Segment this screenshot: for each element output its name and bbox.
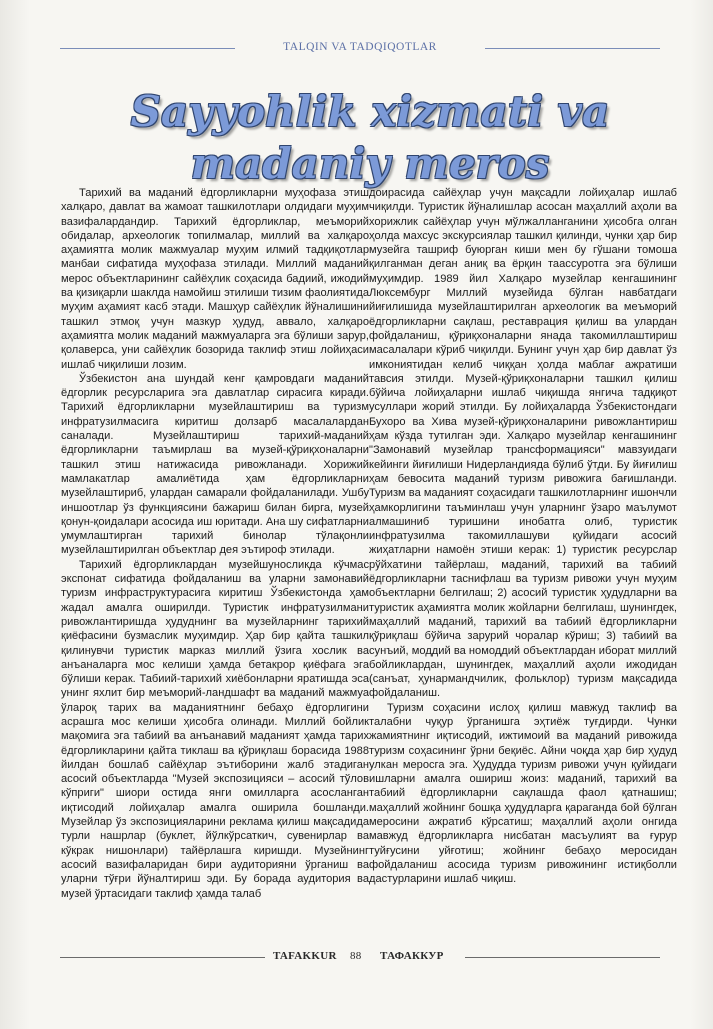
footer-rule-right [465,957,660,958]
paragraph: Туризм соҳасини ислоҳ қилиш мавжуд таклиф ва талабни чуқур ўрганишга эҳтиёж туғдирди. Чунки жамиятнинг иқтисодий, ижтимоий ва маданий ривожида туризм соҳасининг ўрни беқиёс. Айни чоқда ҳар бир ҳудуд улкан меросга эга. Ҳудудда туризм ривожи учун қуйидаги ишларни амалга ошириш жоиз: маданий, тарихий ва табиий ёдгорликларни сақлашда фаол қатнашиш; маҳаллий жойнинг бошқа ҳудудларга қараганда бой бўлган меросини ажратиб кўрсатиш; маҳаллий аҳоли онгида мавжуд ёдгорликларга нисбатан масъулият ва ғурур туйғусини уйғотиш; жойнинг бебаҳо меросидан фойдаланиш асосида туризм ривожининг истиқболли дастурларини ишлаб чиқиш. [369,701,677,886]
text-column-right [369,186,677,938]
page-footer [60,946,660,966]
text-column-left [61,186,369,938]
footer-magazine-name-latin: TAFAKKUR [273,950,337,962]
paragraph-continued: доирасида сайёҳлар учун мақсадли лойиҳалар ишлаб чиқилди. Туристик йўналишлар асосан маҳаллий аҳоли ва хорижлик сайёҳлар учун мўлжалланганини ҳисобга олган ҳолда махсус экскурсиялар ташкил қилинди, чунки ҳар бир музейга ташриф буюрган киши мен бу гўшани томоша қилганман деган аниқ ва ёрқин таассуротга эга бўлиши муҳимдир. 1989 йил Халқаро музейлар кенгашининг Люксембург Миллий музейида бўлган навбатдаги йиғилишида музейлаштирилган археологик ва меъморий ёдгорликларни сақлаш, реставрация қилиш ва улардан фойдаланиш, қўриқхоналарни янада такомиллаштириш масалалари кўриб чиқилди. Бунинг учун ҳар бир давлат ўз имкониятидан келиб чиққан ҳолда маблағ ажратиши тавсия этилди. Музей-қўриқхоналарни ташкил қилиш бўйича лойиҳаларни ишлаб чиқишда янгича тадқиқот усуллари жорий этилди. Бу лойиҳаларда Ўзбекистондаги Бухоро ва Хива музей-қўриқхоналарини ривожлантириш ҳам кўзда тутилган эди. Халқаро музейлар кенгашининг "Замонавий музейлар трансформацияси" мавзуидаги кейинги йиғилиши Нидерландияда бўлиб ўтди. Бу йиғилиш ҳам бевосита маданий туризм ривожига бағишланди. Туризм ва маданият соҳасидаги ташкилотларнинг ишончли ҳамкорлигини таъминлаш учун уларнинг ўзаро маълумот алмашиниб туришини инобатга олиб, туристик инфратузилма такомиллашуви қуйидаги асосий жиҳатларни намоён этиши керак: 1) туристик ресурслар рўйхатини тайёрлаш, маданий, тарихий ва табиий ёдгорликларни таснифлаш ва туризм ривожи учун муҳим объектларни белгилаш; 2) асосий туристик ҳудудларни ва туристик аҳамиятга молик жойларни белгилаш, шунингдек, маҳаллий маданий, тарихий ва табиий ёдгорликларни қўриқлаш бўйича зарурий чоралар кўриш; 3) табиий ва сунъий, моддий ва номоддий объектлардан иборат миллий бойликлардан, шунингдек, маҳаллий аҳоли ижодидан (санъат, ҳунармандчилик, фольклор) туризм мақсадида фойдаланиш. [369,187,677,700]
section-header [60,38,660,60]
header-rule-right [485,48,660,49]
footer-magazine-name-cyrillic: ТАФАККУР [380,950,444,962]
article-title [120,86,620,190]
paragraph: Тарихий ёдгорликлардан музейшуносликда кўчмас экспонат сифатида фойдаланиш ва уларни замонавий туризм инфраструктурасига киритиш Ўзбекистонда ҳам жадал амалга оширилди. Туристик инфратузилмани ривожлантиришда ҳудуднинг ва музейларнинг тарихий қиёфасини бузмаслик муҳимдир. Ҳар бир қайта ташкил қилинувчи туристик марказ миллий ўзига хослик ва анъаналарга мос келиши ҳамда бетакрор қиёфага эга бўлиши керак. Табиий-тарихий хиёбонларни яратишда эса унинг яхлит бир меъморий-ландшафт ва маданий мажмуа ўлароқ тарих ва маданиятнинг бебаҳо ёдгорлигини асрашга мос келиши ҳисобга олинади. Миллий бойлик мақомига эга табиий ва анъанавий маданият ҳамда тарих ёдгорликларини қайта тиклаш ва қўриқлаш борасида 1988 йилдан бошлаб сайёҳлар эътиборини жалб этадиган асосий объектларда "Музей экспозицияси – асосий тўлов кўприги" шиори остида янги омилларга асосланган иқтисодий лойиҳалар амалга оширила бошланди. Музейлар ўз экспозицияларини реклама қилиш мақсадида турли нашрлар (буклет, йўлкўрсаткич, сувенирлар ва кўкрак нишонлари) тайёрлашга киришди. Музейнинг асосий вазифаларидан бири аудиторияни ўрганиш ва уларни тўғри йўналтириш эди. Бу борада аудитория ва музей ўртасидаги таклиф ҳамда талаб [61,558,369,900]
article-title-line-1: Sayyohlik xizmati va [130,87,610,136]
paragraph: Тарихий ва маданий ёдгорликларни муҳофаза этиш халқаро, давлат ва жамоат ташкилотлари олдидаги муҳим вазифалардандир. Тарихий ёдгорликлар, меъморий обидалар, археологик топилмалар, миллий ва халқаро аҳамиятга молик мажмуалар муҳим илмий тадқиқотлар манбаи сифатида муҳофаза этилади. Миллий маданий мерос объектларининг сайёҳлик соҳасида бадиий, ижодий ва қизиқарли шаклда намойиш этилиши тизим фаолиятида муҳим аҳамият касб этади. Машҳур сайёҳлик йўналишини ташкил этмоқ учун мазкур ҳудуд, аввало, халқаро аҳамиятга молик маданий мажмуаларга эга бўлиши зарур, қолаверса, уни сайёҳлик бозорида таклиф этиш лойиҳаси ишлаб чиқилиши лозим. [61,187,369,371]
paragraph: Ўзбекистон ана шундай кенг қамровдаги маданий ёдгорлик ресурсларига эга давлатлар сирасига киради. Тарихий ёдгорликларни музейлаштириш ва туризм инфратузилмасига киритиш долзарб масалалардан саналади. Музейлаштириш тарихий-маданий ёдгорликларни таъмирлаш ва музей-қўриқхоналарни ташкил этиш натижасида ривожланади. Хорижий мамлакатлар амалиётида ҳам ёдгорликларни музейлаштириб, улардан самарали фойдаланилади. Ушбу иншоотлар ўз функциясини бажариш билан бирга, музей қонун-қоидалари асосида иш юритади. Ана шу сифатларни умумлаштирган тарихий бинолар тўлақонли музейлаштирилган объектлар дея эътироф этилади. [61,372,369,557]
page-number: 88 [350,950,362,962]
article-title-line-2: madaniy meros [190,139,550,188]
footer-rule-left [60,957,265,958]
section-title: TALQIN VA TADQIQOTLAR [283,41,437,53]
